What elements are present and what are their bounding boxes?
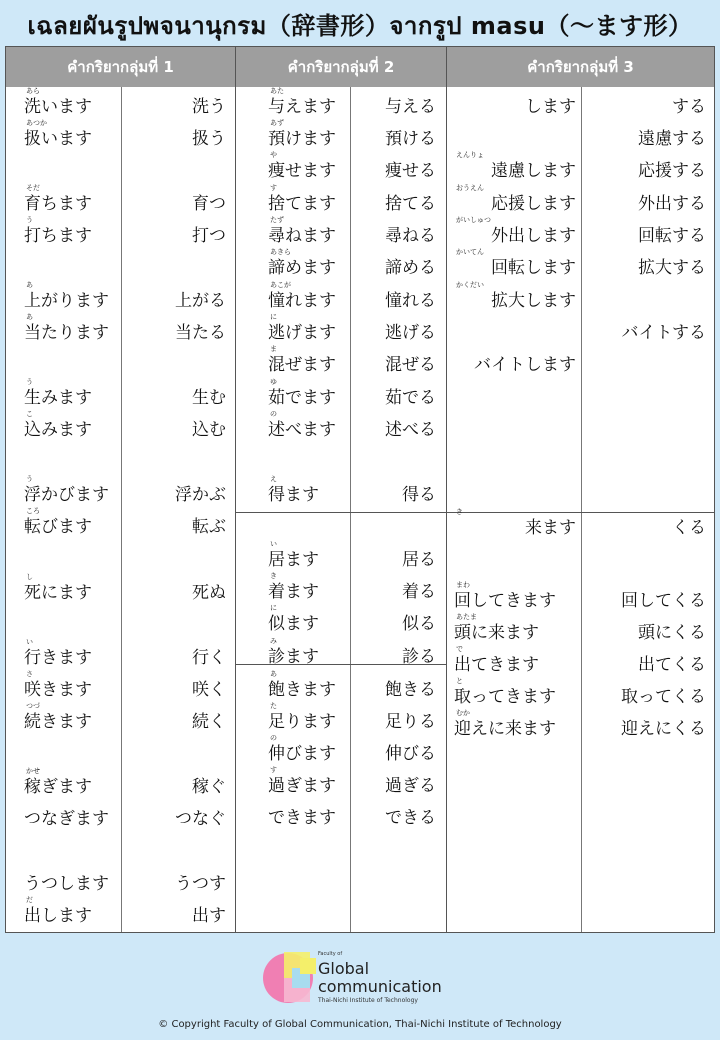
furigana: あたま xyxy=(456,613,477,621)
g2-masu-cell-text: 診ます xyxy=(268,647,319,667)
g3-dict-cell xyxy=(586,123,706,155)
g2-dict-cell xyxy=(354,91,436,123)
logo-small-text: Faculty of xyxy=(318,951,343,957)
g2-masu-cell-text: 伸びます xyxy=(268,744,336,764)
g3-dict-cell-text: くる xyxy=(672,518,706,538)
g1-masu-cell xyxy=(24,475,134,511)
furigana: そだ xyxy=(26,184,40,192)
furigana: あつか xyxy=(26,119,47,127)
g2-masu-cell-text: 得ます xyxy=(268,485,319,505)
logo-line-1: Global xyxy=(318,959,370,978)
g3-dict-cell-text: 遠慮する xyxy=(638,129,706,149)
g3-masu-cell-text: 回してきます xyxy=(454,591,556,611)
g2-masu-cell-text: 過ぎます xyxy=(268,776,336,796)
furigana: い xyxy=(26,638,33,646)
g2-masu-cell-text: 逃げます xyxy=(268,323,336,343)
g1-masu-cell-text: 転びます xyxy=(24,517,92,537)
furigana: す xyxy=(270,184,277,192)
g3-dict-cell xyxy=(586,512,706,544)
g3-dict-cell xyxy=(586,317,706,349)
g2-dict-cell xyxy=(354,608,436,640)
g2-dict-cell xyxy=(354,155,436,187)
conjugation-table xyxy=(5,46,715,933)
g1-masu-cell xyxy=(24,410,134,446)
furigana: かせ xyxy=(26,767,40,775)
g1-masu-cell-text: 洗います xyxy=(24,97,92,117)
g2-dict-cell-text: 着る xyxy=(402,582,436,602)
g1-masu-cell-text: 稼ぎます xyxy=(24,777,92,797)
g2-dict-cell xyxy=(354,349,436,381)
furigana: たず xyxy=(270,216,284,224)
g2-masu-cell-text: 居ます xyxy=(268,550,319,570)
g2-dict-cell xyxy=(354,738,436,770)
g1-masu-cell xyxy=(24,507,134,543)
furigana: ゆ xyxy=(270,378,277,386)
g2-dict-cell xyxy=(354,770,436,802)
g1-dict-cell-text: 当たる xyxy=(175,323,226,343)
g2-masu-cell-text: 与えます xyxy=(268,97,336,117)
g1-masu-cell-text: 浮かびます xyxy=(24,485,109,505)
g2-dict-cell-text: 預ける xyxy=(385,129,436,149)
g1-dict-cell-text: 扱う xyxy=(192,129,226,149)
furigana: あ xyxy=(26,281,33,289)
g1-masu-cell xyxy=(24,119,134,155)
g1-dict-cell xyxy=(126,382,226,414)
g1-masu-cell-text: 続きます xyxy=(24,712,92,732)
faculty-logo xyxy=(262,946,462,1010)
furigana: あこが xyxy=(270,281,291,289)
g1-dict-cell-text: 育つ xyxy=(192,194,226,214)
g3-dict-cell-text: 回転する xyxy=(638,226,706,246)
g1-dict-cell-text: 洗う xyxy=(192,97,226,117)
g2-dict-cell-text: 尋ねる xyxy=(385,226,436,246)
g3-masu-cell-text: 応援します xyxy=(491,194,576,214)
g1-dict-cell-text: 咲く xyxy=(192,680,226,700)
g1-masu-cell-text: 育ちます xyxy=(24,194,92,214)
furigana: さ xyxy=(26,670,33,678)
g1-masu-cell xyxy=(24,767,134,803)
g2-dict-cell xyxy=(354,285,436,317)
g2-dict-cell-text: 痩せる xyxy=(385,161,436,181)
g3-dict-cell xyxy=(586,252,706,284)
g3-masu-cell xyxy=(454,151,576,187)
g2-dict-cell-text: 与える xyxy=(385,97,436,117)
furigana: き xyxy=(270,572,277,580)
furigana: す xyxy=(270,766,277,774)
g2-masu-cell-text: 尋ねます xyxy=(268,226,336,246)
logo-line-2: communication xyxy=(318,977,442,996)
g3-masu-cell-text: 遠慮します xyxy=(491,161,576,181)
g3-dict-cell-text: 頭にくる xyxy=(638,623,706,643)
g2-dict-cell xyxy=(354,252,436,284)
g1-dict-cell xyxy=(126,674,226,706)
g3-dict-cell xyxy=(586,155,706,187)
g1-masu-cell xyxy=(24,702,134,738)
section-divider-g2-a xyxy=(235,512,447,513)
g3-dict-cell xyxy=(586,649,706,681)
g2-dict-cell-text: 診る xyxy=(402,647,436,667)
g1-masu-cell xyxy=(24,803,134,835)
g1-dict-cell xyxy=(126,220,226,252)
g3-dict-cell xyxy=(586,220,706,252)
furigana: あず xyxy=(270,119,284,127)
furigana: かくだい xyxy=(456,281,484,289)
g2-dict-cell-text: 捨てる xyxy=(385,194,436,214)
furigana: に xyxy=(270,604,277,612)
furigana: あら xyxy=(26,87,40,95)
g1-masu-cell xyxy=(24,216,134,252)
furigana: の xyxy=(270,410,277,418)
g1-masu-cell-text: うつします xyxy=(24,874,109,894)
g2-dict-cell-text: 諦める xyxy=(385,258,436,278)
g3-masu-cell xyxy=(454,709,576,745)
g2-dict-cell-text: 居る xyxy=(402,550,436,570)
g1-masu-cell xyxy=(24,573,134,609)
g2-masu-cell-text: 預けます xyxy=(268,129,336,149)
g1-dict-cell-text: 死ぬ xyxy=(192,583,226,603)
g3-dict-cell xyxy=(586,713,706,745)
furigana: で xyxy=(456,645,463,653)
g3-dict-cell-text: 出てくる xyxy=(638,655,706,675)
g2-dict-cell xyxy=(354,641,436,673)
g1-masu-cell-text: 生みます xyxy=(24,388,92,408)
g2-dict-cell-text: 憧れる xyxy=(385,291,436,311)
logo-subtitle: Thai-Nichi Institute of Technology xyxy=(318,997,418,1004)
furigana: おうえん xyxy=(456,184,484,192)
g1-dict-cell xyxy=(126,285,226,317)
g2-dict-cell xyxy=(354,414,436,446)
g3-masu-cell xyxy=(454,645,576,681)
furigana: つづ xyxy=(26,702,40,710)
divider-group-2-3 xyxy=(446,47,447,932)
g3-masu-cell-text: します xyxy=(525,97,576,117)
g3-dict-cell xyxy=(586,188,706,220)
logo-mark-icon xyxy=(262,948,318,1008)
g1-dict-cell-text: つなぐ xyxy=(175,809,226,829)
g1-dict-cell-text: 打つ xyxy=(192,226,226,246)
g3-dict-cell-text: バイトする xyxy=(621,323,706,343)
g1-dict-cell xyxy=(126,317,226,349)
g1-dict-cell-text: うつす xyxy=(175,874,226,894)
furigana: の xyxy=(270,734,277,742)
g2-dict-cell-text: 茹でる xyxy=(385,388,436,408)
g2-masu-cell-text: 諦めます xyxy=(268,258,336,278)
g3-masu-cell xyxy=(454,91,576,123)
g1-dict-cell xyxy=(126,511,226,543)
g2-masu-cell-text: 足ります xyxy=(268,712,336,732)
g1-masu-cell-text: 込みます xyxy=(24,420,92,440)
g1-dict-cell xyxy=(126,123,226,155)
g1-dict-cell xyxy=(126,803,226,835)
furigana: え xyxy=(270,475,277,483)
g2-dict-cell xyxy=(354,123,436,155)
g2-dict-cell xyxy=(354,317,436,349)
furigana: だ xyxy=(26,896,33,904)
g2-dict-cell-text: できる xyxy=(385,808,436,828)
g2-dict-cell-text: 足りる xyxy=(385,712,436,732)
g2-dict-cell-text: 過ぎる xyxy=(385,776,436,796)
g3-dict-cell-text: 外出する xyxy=(638,194,706,214)
g1-masu-cell xyxy=(24,281,134,317)
g2-dict-cell xyxy=(354,544,436,576)
g3-masu-cell xyxy=(454,248,576,284)
g3-masu-cell-text: 拡大します xyxy=(491,291,576,311)
furigana: まわ xyxy=(456,581,470,589)
g1-dict-cell xyxy=(126,706,226,738)
g1-dict-cell-text: 浮かぶ xyxy=(175,485,226,505)
g2-dict-cell xyxy=(354,479,436,511)
g1-dict-cell-text: 生む xyxy=(192,388,226,408)
g1-dict-cell xyxy=(126,900,226,932)
g1-dict-cell xyxy=(126,771,226,803)
g3-masu-cell-text: 外出します xyxy=(491,226,576,246)
g1-masu-cell-text: 打ちます xyxy=(24,226,92,246)
g3-dict-cell-text: する xyxy=(672,97,706,117)
g2-dict-cell xyxy=(354,576,436,608)
g2-dict-cell-text: 飽きる xyxy=(385,680,436,700)
g1-masu-cell xyxy=(24,868,134,900)
divider-group-1-2 xyxy=(235,47,236,932)
g1-dict-cell-text: 出す xyxy=(192,906,226,926)
g2-masu-cell-text: 着ます xyxy=(268,582,319,602)
furigana: う xyxy=(26,475,33,483)
g3-dict-cell xyxy=(586,91,706,123)
g3-masu-cell-text: バイトします xyxy=(474,355,576,375)
g1-masu-cell-text: 咲きます xyxy=(24,680,92,700)
g1-dict-cell-text: 転ぶ xyxy=(192,517,226,537)
table-header-row xyxy=(6,47,714,87)
g1-dict-cell-text: 込む xyxy=(192,420,226,440)
g1-dict-cell xyxy=(126,479,226,511)
g2-dict-cell xyxy=(354,706,436,738)
furigana: えんりょ xyxy=(456,151,484,159)
header-group-3: คำกริยากลุ่มที่ 3 xyxy=(527,58,634,76)
g2-dict-cell-text: 混ぜる xyxy=(385,355,436,375)
g1-masu-cell-text: 当たります xyxy=(24,323,109,343)
g2-dict-cell-text: 得る xyxy=(402,485,436,505)
g3-dict-cell-text: 拡大する xyxy=(638,258,706,278)
furigana: かいてん xyxy=(456,248,484,256)
g1-dict-cell xyxy=(126,414,226,446)
furigana: う xyxy=(26,378,33,386)
furigana: い xyxy=(270,540,277,548)
g1-masu-cell xyxy=(24,896,134,932)
g1-masu-cell xyxy=(24,638,134,674)
furigana: むか xyxy=(456,709,470,717)
g3-masu-cell xyxy=(454,508,576,544)
g2-dict-cell xyxy=(354,802,436,834)
g1-masu-cell-text: 扱います xyxy=(24,129,92,149)
g1-masu-cell-text: 行きます xyxy=(24,648,92,668)
divider-g3-inner xyxy=(581,87,582,932)
g1-dict-cell xyxy=(126,868,226,900)
g1-masu-cell-text: つなぎます xyxy=(24,809,109,829)
g3-dict-cell-text: 迎えにくる xyxy=(621,719,706,739)
furigana: ころ xyxy=(26,507,40,515)
furigana: し xyxy=(26,573,33,581)
g1-dict-cell-text: 行く xyxy=(192,648,226,668)
g1-masu-cell xyxy=(24,184,134,220)
g3-dict-cell-text: 取ってくる xyxy=(621,687,706,707)
g2-masu-cell-text: 似ます xyxy=(268,614,319,634)
g2-dict-cell xyxy=(354,188,436,220)
furigana: あ xyxy=(26,313,33,321)
g2-masu-cell-text: 憧れます xyxy=(268,291,336,311)
g2-masu-cell-text: 捨てます xyxy=(268,194,336,214)
g1-masu-cell-text: 上がります xyxy=(24,291,109,311)
g1-dict-cell xyxy=(126,188,226,220)
furigana: あた xyxy=(270,87,284,95)
g3-dict-cell xyxy=(586,617,706,649)
g3-masu-cell xyxy=(454,613,576,649)
g2-dict-cell-text: 伸びる xyxy=(385,744,436,764)
g3-masu-cell-text: 来ます xyxy=(525,518,576,538)
g2-dict-cell xyxy=(354,674,436,706)
g1-dict-cell-text: 稼ぐ xyxy=(192,777,226,797)
g1-masu-cell xyxy=(24,313,134,349)
g2-dict-cell xyxy=(354,382,436,414)
g3-dict-cell xyxy=(586,681,706,713)
furigana: み xyxy=(270,637,277,645)
g3-masu-cell-text: 出てきます xyxy=(454,655,539,675)
g2-dict-cell-text: 逃げる xyxy=(385,323,436,343)
g3-masu-cell-text: 回転します xyxy=(491,258,576,278)
header-group-1: คำกริยากลุ่มที่ 1 xyxy=(67,58,174,76)
g2-masu-cell-text: 述べます xyxy=(268,420,336,440)
g3-masu-cell xyxy=(454,349,576,381)
g2-dict-cell-text: 似る xyxy=(402,614,436,634)
g2-masu-cell-text: 茹でます xyxy=(268,388,336,408)
g1-masu-cell xyxy=(24,670,134,706)
furigana: と xyxy=(456,677,463,685)
g3-masu-cell-text: 取ってきます xyxy=(454,687,556,707)
g2-masu-cell-text: できます xyxy=(268,808,336,828)
furigana: き xyxy=(456,508,463,516)
g3-dict-cell xyxy=(586,585,706,617)
furigana: う xyxy=(26,216,33,224)
furigana: や xyxy=(270,151,277,159)
g2-dict-cell xyxy=(354,220,436,252)
g2-masu-cell-text: 混ぜます xyxy=(268,355,336,375)
page-title: เฉลยผันรูปพจนานุกรม（辞書形）จากรูป masu（～ます形） xyxy=(27,12,693,40)
furigana: に xyxy=(270,313,277,321)
g1-dict-cell xyxy=(126,91,226,123)
g3-masu-cell-text: 迎えに来ます xyxy=(454,719,556,739)
furigana: あ xyxy=(270,670,277,678)
furigana: あきら xyxy=(270,248,291,256)
g1-dict-cell xyxy=(126,577,226,609)
g2-dict-cell-text: 述べる xyxy=(385,420,436,440)
g1-dict-cell xyxy=(126,642,226,674)
g3-dict-cell-text: 応援する xyxy=(638,161,706,181)
g3-masu-cell-text: 頭に来ます xyxy=(454,623,539,643)
g1-masu-cell-text: 出します xyxy=(24,906,92,926)
g1-dict-cell-text: 上がる xyxy=(175,291,226,311)
g3-masu-cell xyxy=(454,677,576,713)
g1-masu-cell-text: 死にます xyxy=(24,583,92,603)
furigana: ま xyxy=(270,345,277,353)
g1-dict-cell-text: 続く xyxy=(192,712,226,732)
g2-masu-cell-text: 飽きます xyxy=(268,680,336,700)
furigana: こ xyxy=(26,410,33,418)
g1-masu-cell xyxy=(24,378,134,414)
g3-masu-cell xyxy=(454,281,576,317)
header-group-2: คำกริยากลุ่มที่ 2 xyxy=(287,58,395,76)
furigana: がいしゅつ xyxy=(456,216,491,224)
g2-masu-cell-text: 痩せます xyxy=(268,161,336,181)
furigana: た xyxy=(270,702,277,710)
copyright-notice: © Copyright Faculty of Global Communication, Thai-Nichi Institute of Technology xyxy=(158,1019,562,1030)
g3-dict-cell-text: 回してくる xyxy=(621,591,706,611)
